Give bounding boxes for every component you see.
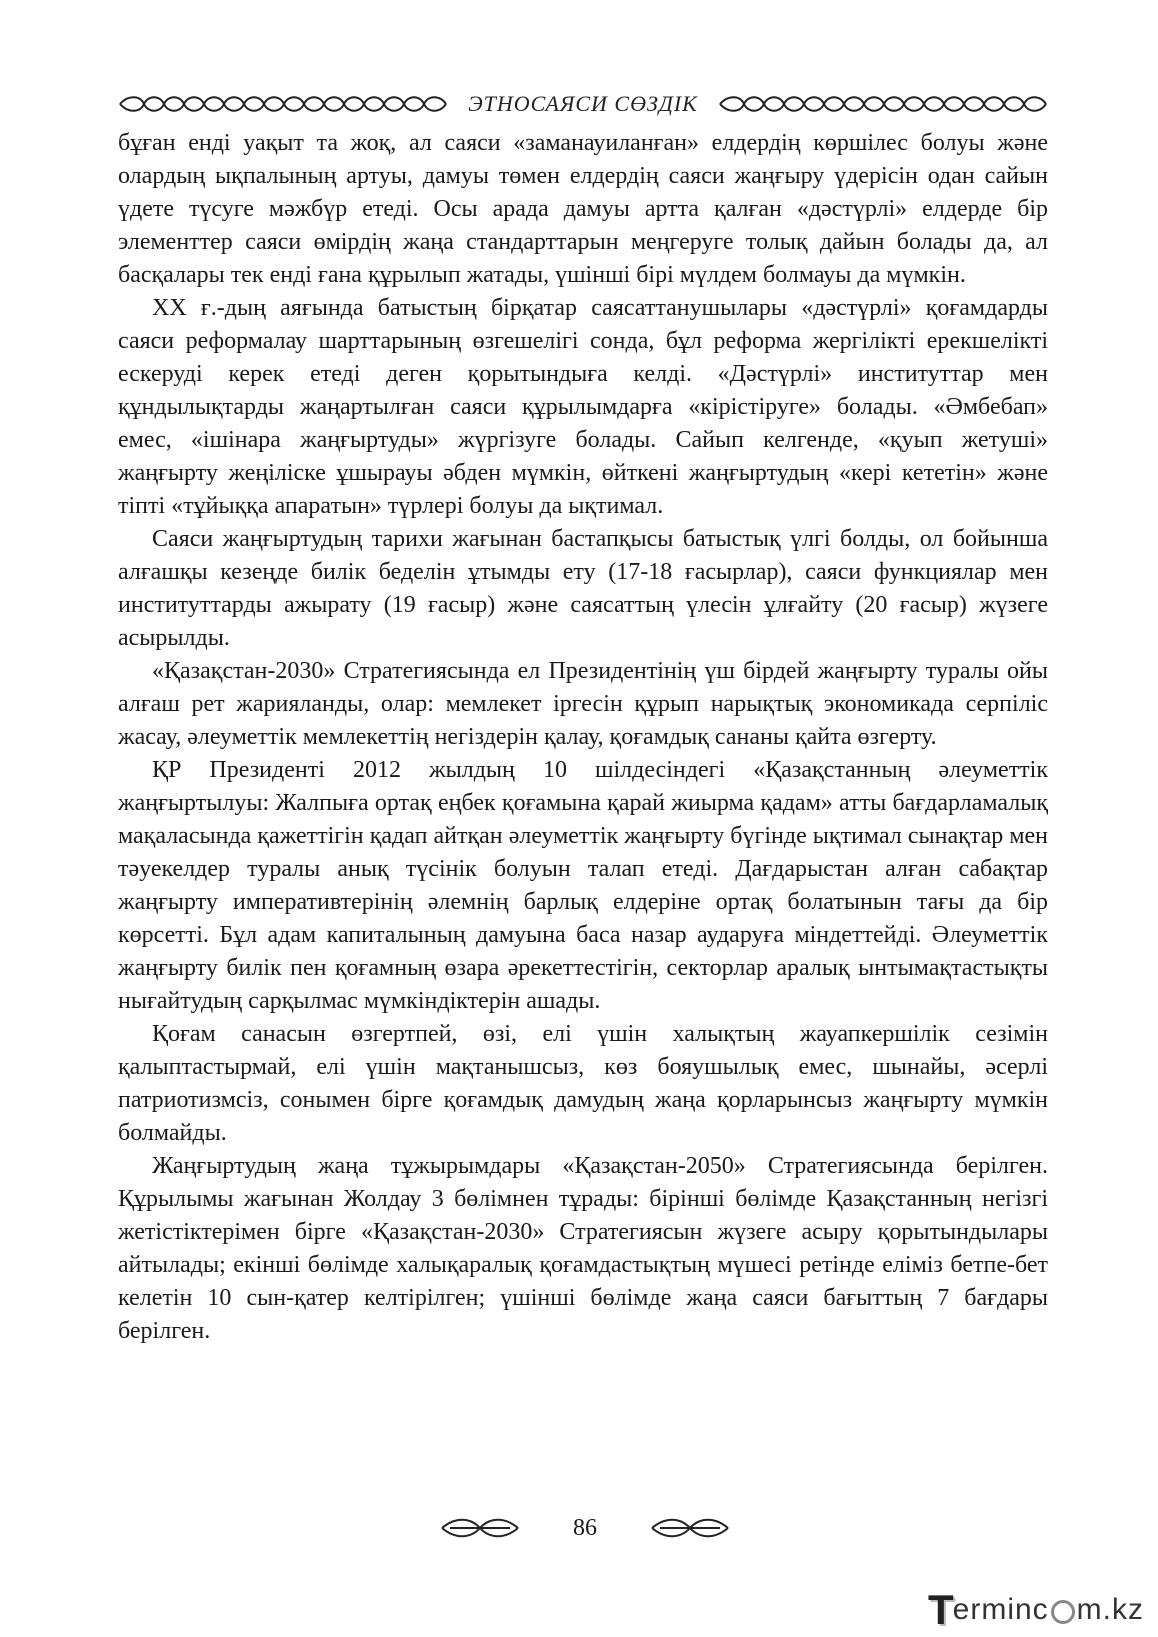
paragraph: ҚР Президенті 2012 жылдың 10 шілдесіндегі «Қазақстанның әлеуметтік жаңғыртылуы: Жалпыға ортақ еңбек қоғамына қарай жиырма қадам» атты бағдарламалық мақаласында қажеттігін қадап айтқан әлеуметтік жаңғырту бүгінде ықтимал сынақтар мен тәуекелдер туралы анық түсінік болуын талап етеді. Дағдарыстан алған сабақтар жаңғырту императивтерінің әлемнің барлық елдеріне ортақ болатынын тағы да бір көрсетті. Бұл адам капиталының дамуына баса назар аударуға міндеттейді. Әлеуметтік жаңғырту билік пен қоғамның өзара әрекеттестігін, секторлар аралық ынтымақтастықты нығайтудың сарқылмас мүмкіндіктерін ашады. <box>118 757 1048 1014</box>
right-flourish-icon <box>650 1515 730 1541</box>
termincom-watermark <box>928 1587 1144 1633</box>
paragraph: Қоғам санасын өзгертпей, өзі, елі үшін халықтың жауапкершілік сезімін қалыптастырмай, елі үшін мақтанышсыз, көз бояушылық емес, шынайы, әсерлі патриотизмсіз, сонымен бірге қоғамдық дамудың жаңа қорларынсыз жаңғырту мүмкін болмайды. <box>118 1021 1048 1146</box>
body-text <box>118 127 1048 1348</box>
left-ornament-icon <box>118 93 448 115</box>
ring-icon <box>1051 1600 1075 1624</box>
paragraph: «Қазақстан-2030» Стратегиясында ел Президентінің үш бірдей жаңғырту туралы ойы алғаш рет жарияланды, олар: мемлекет іргесін құрып нарықтық экономикада серпіліс жасау, әлеуметтік мемлекеттің негіздерін қалау, қоғамдық сананы қайта өзгерту. <box>118 658 1048 750</box>
paragraph: Жаңғыртудың жаңа тұжырымдары «Қазақстан-2050» Стратегиясында берілген. Құрылымы жағынан Жолдау 3 бөлімнен тұрады: бірінші бөлімде Қазақстанның негізгі жетістіктерімен бірге «Қазақстан-2030» Стратегиясын жүзеге асыру қорытындылары айтылады; екінші бөлімде халықаралық қоғамдастықтың мүшесі ретінде еліміз бетпе-бет келетін 10 сын-қатер келтірілген; үшінші бөлімде жаңа саяси бағыттың 7 бағдары берілген. <box>118 1153 1048 1344</box>
paragraph: бұған енді уақыт та жоқ, ал саяси «заманауиланған» елдердің көршілес болуы және олардың ықпалының артуы, дамуы төмен елдердің саяси жаңғыру үдерісін одан сайын үдете түсуге мәжбүр етеді. Осы арада дамуы артта қалған «дәстүрлі» елдерде бір элементтер саяси өмірдің жаңа стандарттарын меңгеруге толық дайын болады да, ал басқалары тек енді ғана құрылып жатады, үшінші бірі мүлдем болмауы да мүмкін. <box>118 130 1048 288</box>
watermark-text-1: erminc <box>952 1593 1049 1626</box>
watermark-text-2: m.kz <box>1076 1593 1144 1626</box>
paragraph: XX ғ.-дың аяғында батыстың бірқатар саясаттанушылары «дәстүрлі» қоғамдарды саяси реформалау шарттарының өзгешелігі сонда, бұл реформа жергілікті ерекшелікті ескеруді керек етеді деген қорытындыға келді. «Дәстүрлі» институттар мен құндылықтарды жаңартылған саяси құрылымдарға «кірістіруге» болады. «Әмбебап» емес, «ішінара жаңғыртуды» жүргізуге болады. Сайып келгенде, «қуып жетуші» жаңғырту жеңіліске ұшырауы әбден мүмкін, өйткені жаңғыртудың «кері кететін» және тіпті «тұйыққа апаратын» түрлері болуы да ықтимал. <box>118 295 1048 519</box>
page-footer <box>440 1508 730 1548</box>
watermark-t: T <box>928 1586 955 1633</box>
page-number: 86 <box>573 1514 597 1541</box>
right-ornament-icon <box>718 93 1048 115</box>
left-flourish-icon <box>440 1515 520 1541</box>
paragraph: Саяси жаңғыртудың тарихи жағынан бастапқысы батыстық үлгі болды, ол бойынша алғашқы кезеңде билік беделін ұтымды ету (17-18 ғасырлар), саяси функциялар мен институттарды ажырату (19 ғасыр) және саясаттың үлесін ұлғайту (20 ғасыр) жүзеге асырылды. <box>118 526 1048 651</box>
page-header <box>118 84 1048 124</box>
running-header-title: ЭТНОСАЯСИ СӨЗДІК <box>468 91 698 116</box>
